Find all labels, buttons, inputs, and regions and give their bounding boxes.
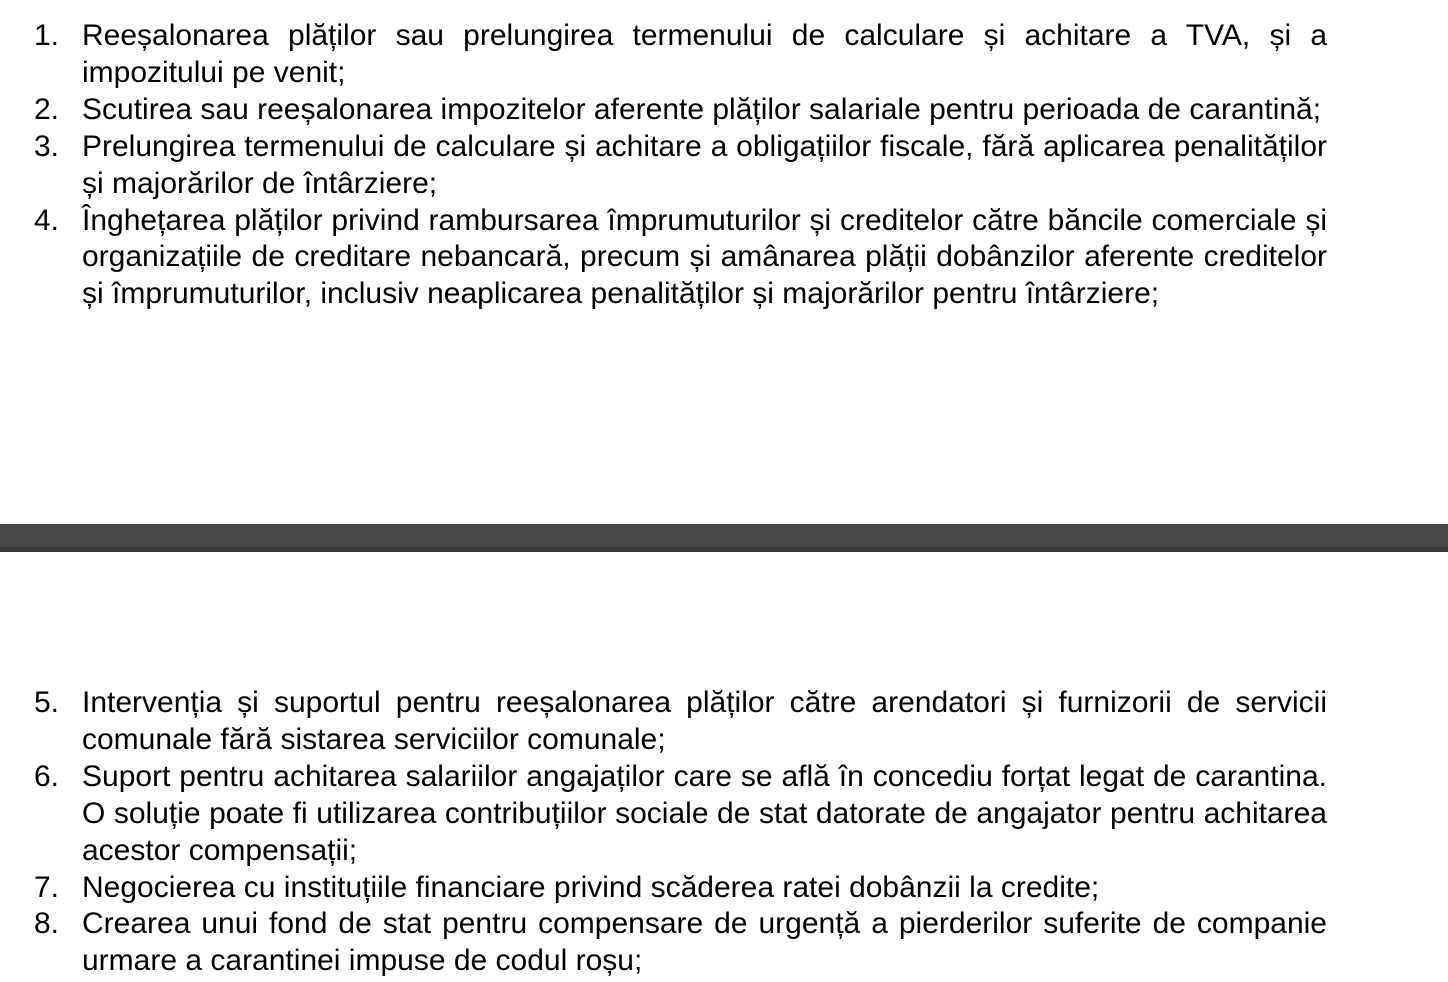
list-item-text: Scutirea sau reeșalonarea impozitelor aferente plăților salariale pentru perioada de carantină; xyxy=(82,92,1322,126)
list-item-number: 8. xyxy=(34,907,60,941)
list-item-text: Negocierea cu instituțiile financiare privind scăderea ratei dobânzii la credite; xyxy=(82,870,1100,904)
list-item-text: Prelungirea termenului de calculare și achitare a obligațiilor fiscale, fără aplicarea penalităților și majorărilor de întârziere; xyxy=(82,129,1327,200)
page-divider xyxy=(0,524,1448,552)
numbered-list-top xyxy=(0,18,1448,313)
list-item xyxy=(0,203,1327,314)
list-item-text: Reeșalonarea plăților sau prelungirea termenului de calculare și achitare a TVA, și a impozitului pe venit; xyxy=(82,19,1327,89)
list-item-number: 7. xyxy=(34,870,60,904)
list-item xyxy=(0,685,1327,759)
list-item-number: 2. xyxy=(34,92,60,126)
list-item-text: Înghețarea plăților privind rambursarea împrumuturilor și creditelor către băncile comerciale și organizațiile de creditare nebancară, precum și amânarea plății dobânzilor aferente creditelor și împrumuturilor, inclusiv neaplicarea penalităților și majorărilor pentru întârziere; xyxy=(82,203,1327,311)
list-item-text: Intervenția și suportul pentru reeșalonarea plăților către arendatori și furnizorii de servicii comunale fără sistarea serviciilor comunale; xyxy=(82,686,1327,756)
list-item-number: 1. xyxy=(34,19,60,52)
list-item-text: Crearea unui fond de stat pentru compensare de urgență a pierderilor suferite de companie urmare a carantinei impuse de codul roșu; xyxy=(82,907,1327,978)
list-item xyxy=(0,870,1327,907)
list-item xyxy=(0,92,1327,129)
list-item-number: 5. xyxy=(34,686,60,719)
list-item-number: 4. xyxy=(34,203,60,237)
list-item xyxy=(0,906,1327,980)
list-item xyxy=(0,18,1327,92)
numbered-list-bottom xyxy=(0,685,1448,980)
list-item-number: 3. xyxy=(34,129,60,163)
list-item xyxy=(0,759,1327,870)
list-item-number: 6. xyxy=(34,759,60,793)
list-item-text: Suport pentru achitarea salariilor angajaților care se află în concediu forțat legat de carantina. O soluție poate fi utilizarea contribuțiilor sociale de stat datorate de angajator pentru achitarea acestor compensații; xyxy=(82,759,1327,867)
document-page-bottom xyxy=(0,552,1448,982)
list-item xyxy=(0,129,1327,203)
